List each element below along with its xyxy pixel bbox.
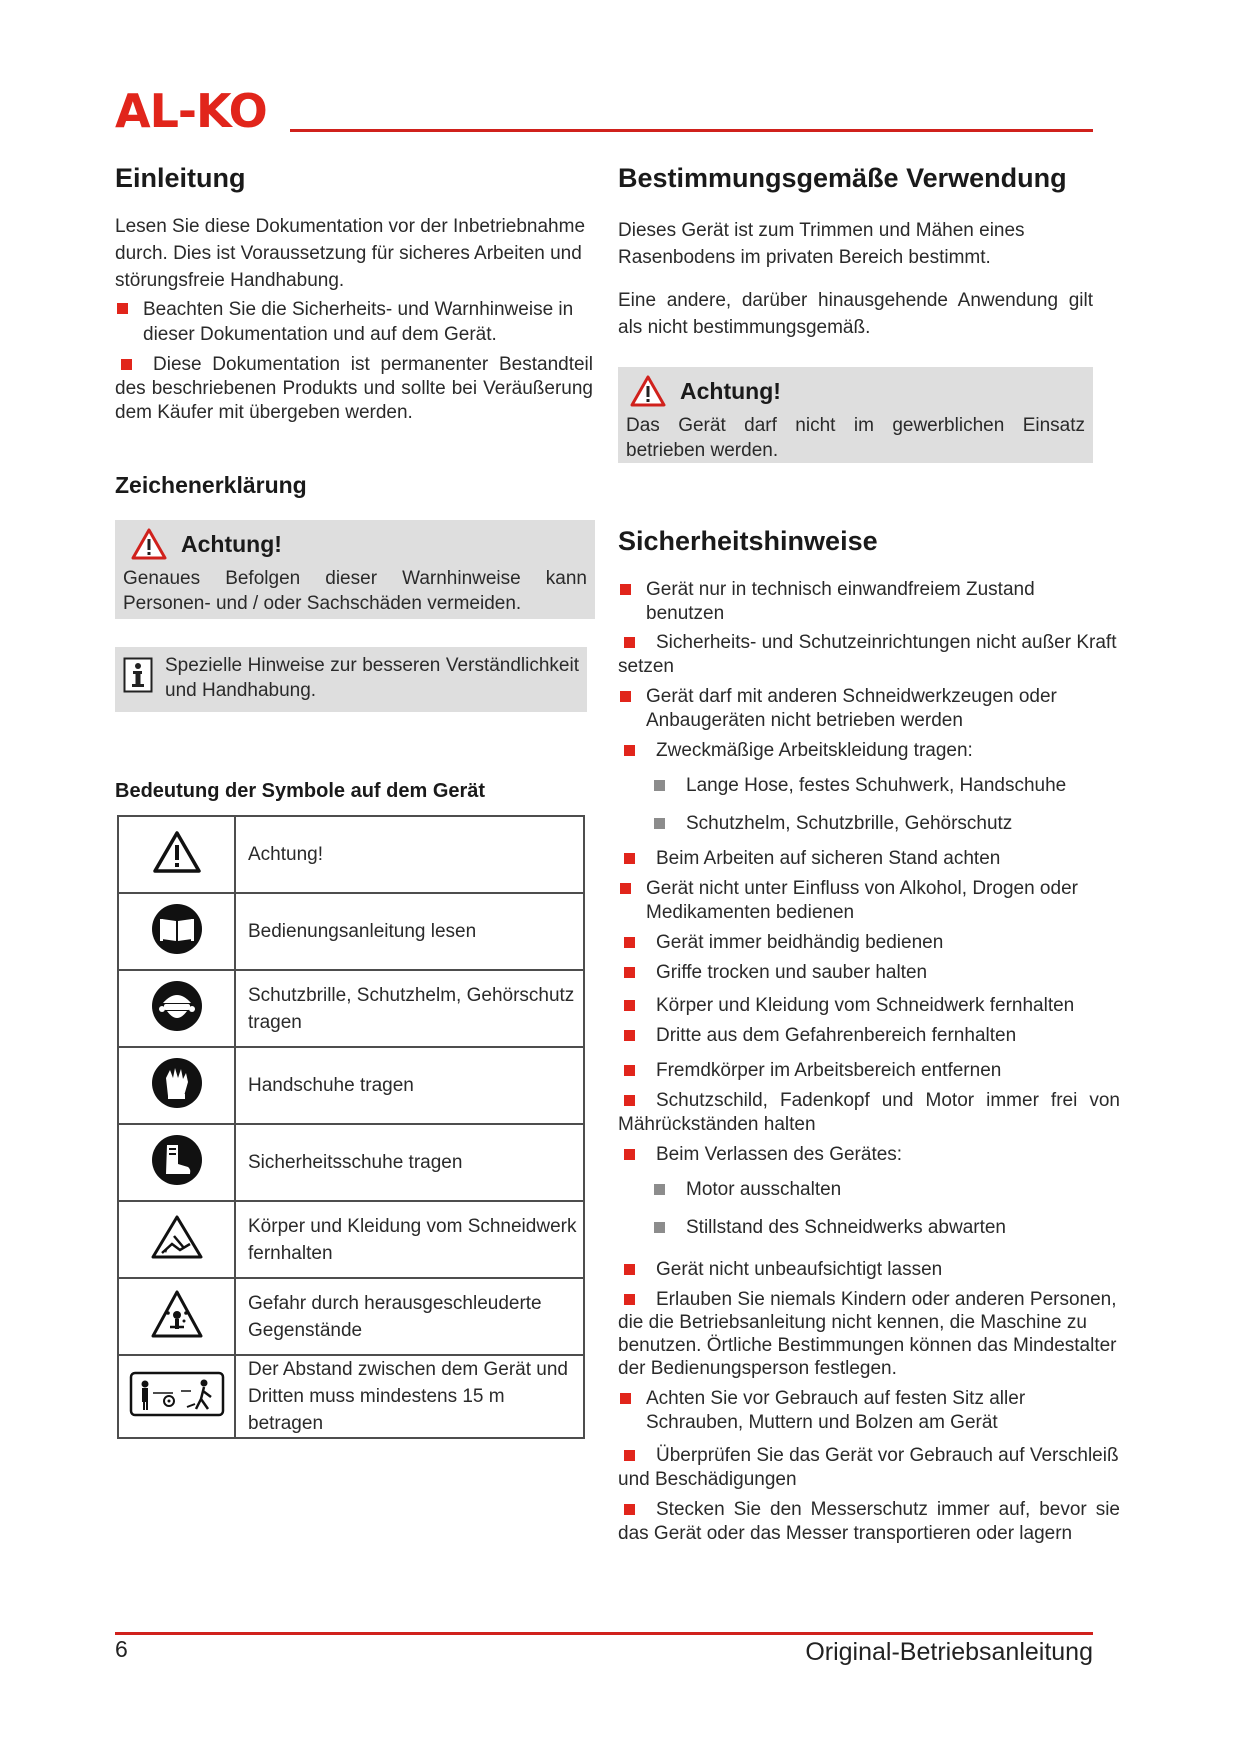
- symbol-label: Handschuhe tragen: [235, 1047, 584, 1124]
- table-row: [118, 893, 584, 970]
- distance-15m-icon: [129, 1371, 225, 1417]
- list-item: Griffe trocken und sauber halten: [618, 961, 1120, 985]
- list-item: Gerät nicht unbeaufsichtigt lassen: [618, 1258, 1120, 1282]
- warning-title: Achtung!: [181, 530, 282, 557]
- list-item: Überprüfen Sie das Gerät vor Gebrauch auf Verschleiß und Beschädigungen: [618, 1445, 1119, 1490]
- header-divider: [290, 129, 1093, 132]
- list-item: Schutzschild, Fadenkopf und Motor immer frei von Mährückständen halten: [618, 1090, 1120, 1135]
- usage-paragraph: Eine andere, darüber hinausgehende Anwendung gilt als nicht bestimmungsgemäß.: [618, 290, 1093, 338]
- table-row: [118, 1124, 584, 1201]
- info-icon: [123, 657, 153, 693]
- legend-title: Zeichenerklärung: [115, 472, 307, 498]
- list-item: Beim Verlassen des Gerätes:: [618, 1143, 1120, 1167]
- read-manual-icon: [150, 902, 204, 956]
- list-item: Gerät immer beidhändig bedienen: [618, 931, 1120, 955]
- list-item: Gerät darf mit anderen Schneidwerkzeugen oder Anbaugeräten nicht betrieben werden: [618, 685, 1108, 733]
- warning-box: [618, 367, 1093, 463]
- protective-gear-icon: [150, 979, 204, 1033]
- list-item: Lange Hose, festes Schuhwerk, Handschuhe: [648, 774, 1120, 798]
- warning-text: Das Gerät darf nicht im gewerblichen Einsatz betrieben werden.: [626, 415, 1085, 461]
- usage-title: Bestimmungsgemäße Verwendung: [618, 163, 1067, 193]
- warning-triangle-icon: [152, 830, 202, 874]
- list-item: Körper und Kleidung vom Schneidwerk fernhalten: [618, 994, 1120, 1018]
- page-number: 6: [115, 1636, 128, 1662]
- table-row: [118, 1047, 584, 1124]
- list-item: Gerät nicht unter Einfluss von Alkohol, Drogen oder Medikamenten bedienen: [618, 877, 1120, 925]
- usage-section: [618, 163, 1093, 341]
- warning-text: Genaues Befolgen dieser Warnhinweise kann Personen- und / oder Sachschäden vermeiden.: [123, 568, 587, 614]
- safety-boots-icon: [150, 1133, 204, 1187]
- list-item: Stecken Sie den Messerschutz immer auf, bevor sie das Gerät oder das Messer transportieren oder lagern: [618, 1499, 1120, 1544]
- cutter-danger-icon: [150, 1214, 204, 1260]
- document-title: Original-Betriebsanleitung: [805, 1638, 1093, 1666]
- safety-list: [618, 578, 1120, 1546]
- symbol-label: Schutzbrille, Schutzhelm, Gehörschutz tragen: [235, 970, 584, 1047]
- gloves-icon: [150, 1056, 204, 1110]
- list-item: Dritte aus dem Gefahrenbereich fernhalten: [618, 1024, 1120, 1048]
- info-text: Spezielle Hinweise zur besseren Verständlichkeit und Handhabung.: [165, 655, 579, 701]
- list-item: Zweckmäßige Arbeitskleidung tragen:: [618, 739, 1120, 763]
- list-item: Schutzhelm, Schutzbrille, Gehörschutz: [648, 812, 1120, 836]
- intro-bullet: Diese Dokumentation ist permanenter Bestandteil des beschriebenen Produkts und sollte bei Veräußerung dem Käufer mit übergeben werden.: [115, 354, 593, 423]
- thrown-objects-icon: [150, 1289, 204, 1339]
- symbol-label: Gefahr durch herausgeschleuderte Gegenstände: [235, 1278, 584, 1355]
- safety-title: Sicherheitshinweise: [618, 526, 878, 556]
- intro-paragraph: Lesen Sie diese Dokumentation vor der Inbetriebnahme durch. Dies ist Voraussetzung für sicheres Arbeiten und störungsfreie Handhabung.: [115, 216, 586, 291]
- footer-divider: [115, 1632, 1093, 1635]
- symbol-label: Bedienungsanleitung lesen: [235, 893, 584, 970]
- symbol-label: Sicherheitsschuhe tragen: [235, 1124, 584, 1201]
- table-row: [118, 1201, 584, 1278]
- symbol-label: Körper und Kleidung vom Schneidwerk fernhalten: [235, 1201, 584, 1278]
- table-row: [118, 970, 584, 1047]
- table-row: [118, 1355, 584, 1438]
- table-row: [118, 816, 584, 893]
- intro-title: Einleitung: [115, 163, 246, 193]
- info-box: [115, 647, 587, 712]
- list-item: Motor ausschalten: [648, 1178, 1120, 1202]
- intro-section: [115, 163, 595, 425]
- list-item: Erlauben Sie niemals Kindern oder anderen Personen, die die Betriebsanleitung nicht kennen, die Maschine zu benutzen. Örtliche Bestimmungen können das Mindestalter der Bedienungsperson festlegen.: [618, 1288, 1120, 1380]
- list-item: Sicherheits- und Schutzeinrichtungen nicht außer Kraft setzen: [618, 631, 1120, 679]
- symbol-label: Achtung!: [235, 816, 584, 893]
- warning-triangle-icon: [630, 375, 666, 407]
- symbols-table: [117, 815, 585, 1439]
- symbols-title: Bedeutung der Symbole auf dem Gerät: [115, 780, 486, 802]
- list-item: Beim Arbeiten auf sicheren Stand achten: [618, 847, 1120, 871]
- warning-title: Achtung!: [680, 377, 781, 404]
- warning-box: [115, 520, 595, 619]
- list-item: Fremdkörper im Arbeitsbereich entfernen: [618, 1059, 1120, 1083]
- list-item: Stillstand des Schneidwerks abwarten: [648, 1216, 1120, 1240]
- list-item: Gerät nur in technisch einwandfreiem Zustand benutzen: [618, 578, 1108, 626]
- warning-triangle-icon: [131, 528, 167, 560]
- brand-logo: AL-KO: [115, 84, 267, 138]
- symbol-label: Der Abstand zwischen dem Gerät und Dritten muss mindestens 15 m betragen: [235, 1355, 584, 1438]
- table-row: [118, 1278, 584, 1355]
- intro-bullet: Beachten Sie die Sicherheits- und Warnhinweise in dieser Dokumentation und auf dem Gerät.: [115, 297, 595, 347]
- list-item: Achten Sie vor Gebrauch auf festen Sitz aller Schrauben, Muttern und Bolzen am Gerät: [618, 1387, 1120, 1435]
- usage-paragraph: Dieses Gerät ist zum Trimmen und Mähen eines Rasenbodens im privaten Bereich bestimmt.: [618, 220, 1025, 268]
